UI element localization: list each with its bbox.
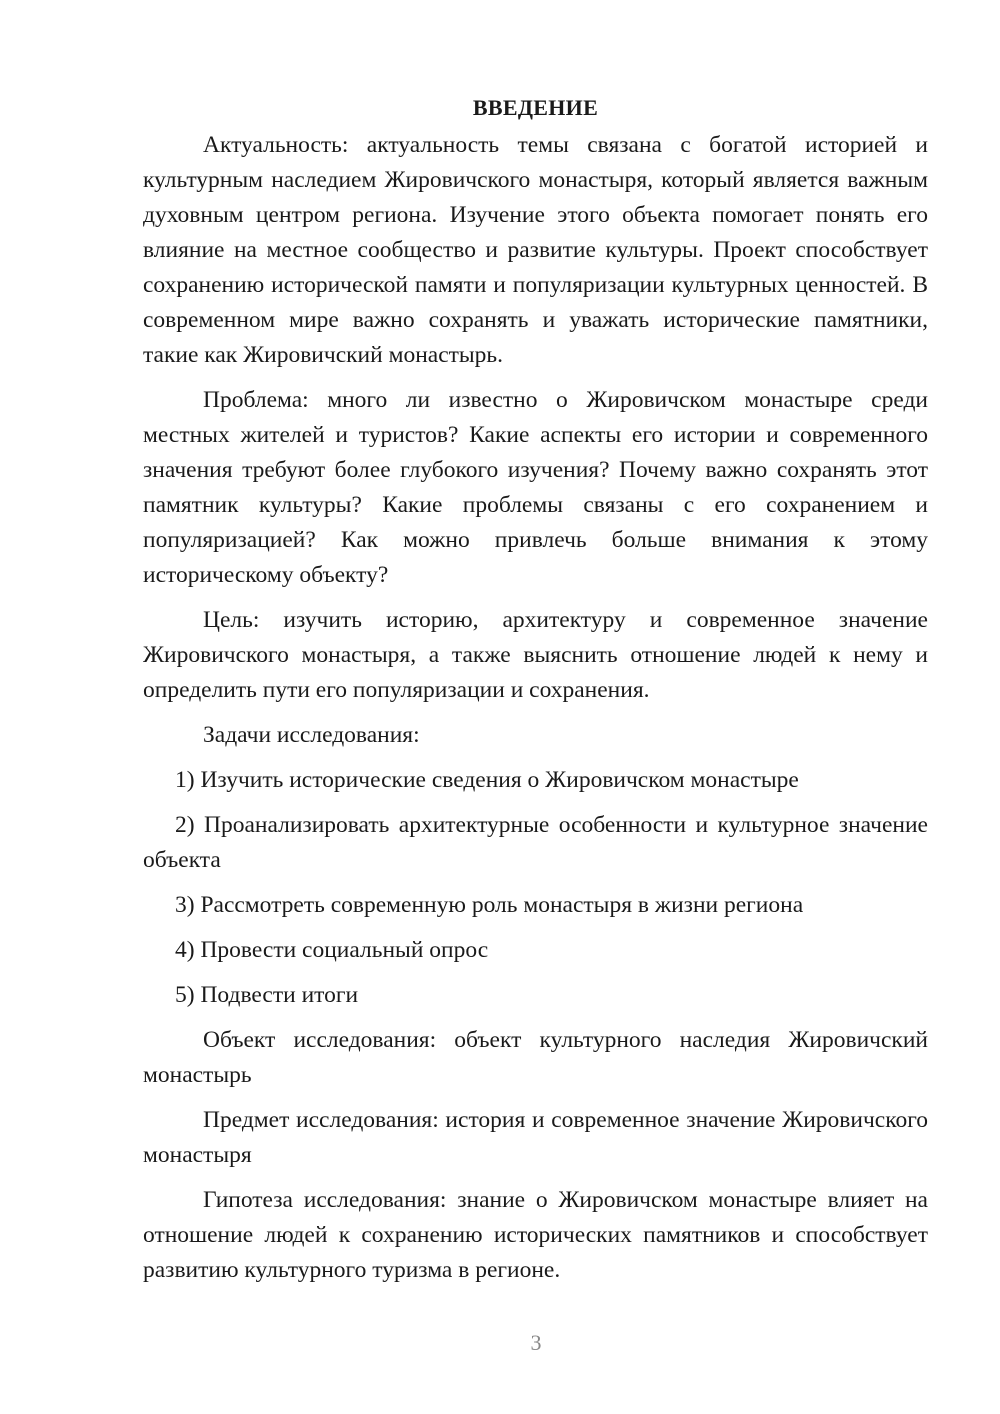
page-content [143, 90, 928, 1298]
page-title: ВВЕДЕНИЕ [472, 95, 599, 120]
task-item: 1) Изучить исторические сведения о Жировичском монастыре [175, 767, 799, 793]
problem-paragraph: Проблема: много ли известно о Жировичском монастыре среди местных жителей и туристов? Какие аспекты его истории и современного значения требуют более глубокого изучения? Почему важно сохранять этот памятник культуры? Какие проблемы связаны с его сохранением и популяризацией? Как можно привлечь больше внимания к этому историческому объекту? [143, 387, 928, 588]
research-object-paragraph: Объект исследования: объект культурного наследия Жировичский монастырь [143, 1027, 928, 1088]
research-subject-paragraph: Предмет исследования: история и современное значение Жировичского монастыря [143, 1107, 928, 1168]
task-item: 5) Подвести итоги [175, 982, 359, 1008]
task-item: 4) Провести социальный опрос [175, 937, 489, 963]
task-item: 3) Рассмотреть современную роль монастыря в жизни региона [175, 892, 804, 918]
goal-paragraph: Цель: изучить историю, архитектуру и современное значение Жировичского монастыря, а также выяснить отношение людей к нему и определить пути его популяризации и сохранения. [143, 607, 928, 703]
hypothesis-paragraph: Гипотеза исследования: знание о Жировичском монастыре влияет на отношение людей к сохранению исторических памятников и способствует развитию культурного туризма в регионе. [143, 1187, 928, 1283]
relevance-paragraph: Актуальность: актуальность темы связана с богатой историей и культурным наследием Жировичского монастыря, который является важным духовным центром региона. Изучение этого объекта помогает понять его влияние на местное сообщество и развитие культуры. Проект способствует сохранению исторической памяти и популяризации культурных ценностей. В современном мире важно сохранять и уважать исторические памятники, такие как Жировичский монастырь. [143, 132, 928, 368]
task-item: 2) Проанализировать архитектурные особенности и культурное значение объекта [143, 812, 928, 873]
tasks-heading: Задачи исследования: [203, 722, 420, 748]
page-number: 3 [530, 1330, 542, 1355]
